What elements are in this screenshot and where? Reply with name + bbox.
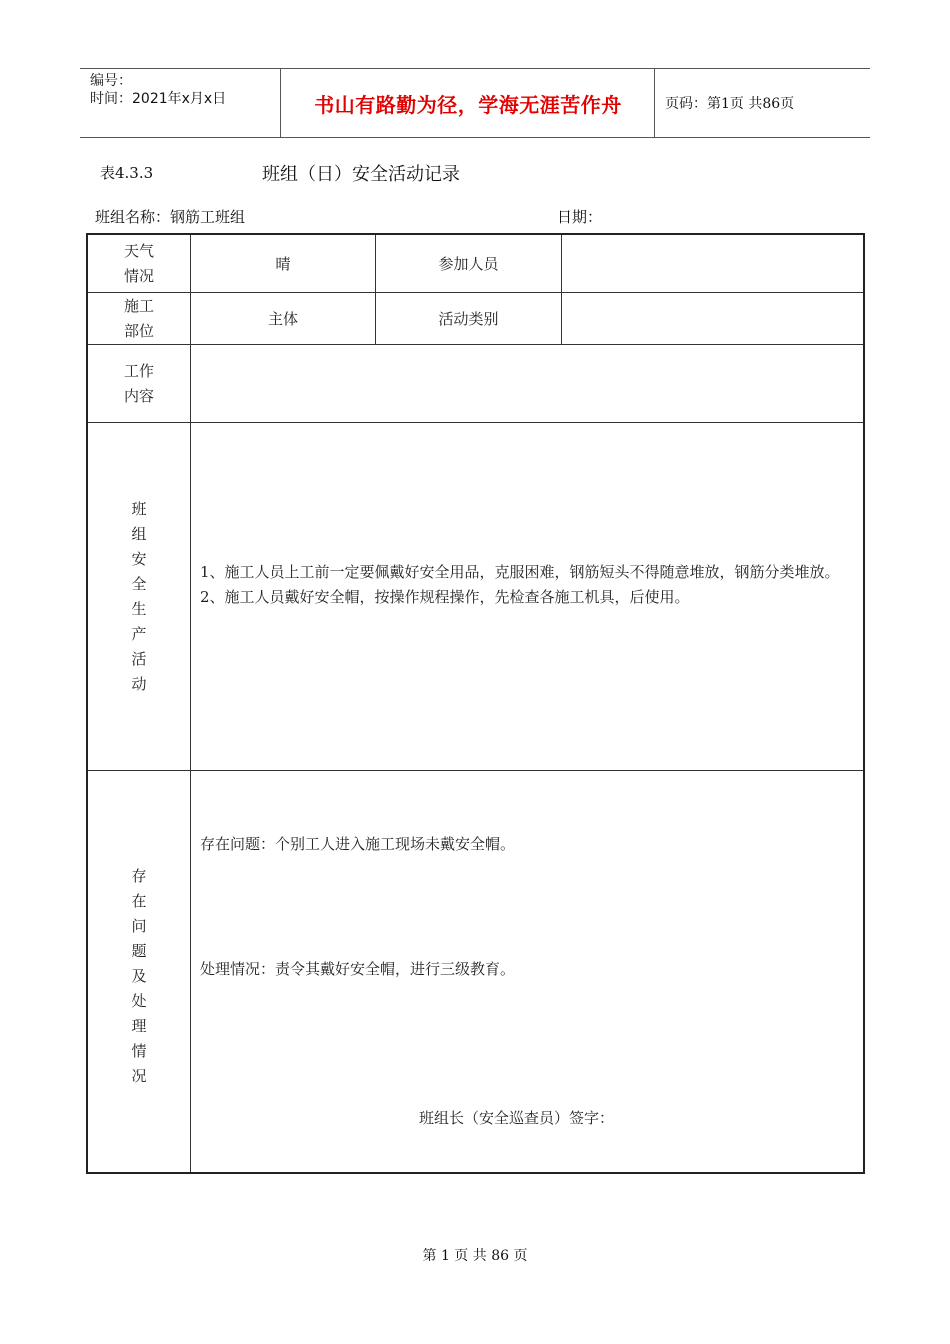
date-label: 日期： [557, 208, 603, 226]
safety-label-char: 全 [131, 574, 147, 593]
issue-label-char: 存 [131, 867, 147, 885]
form-title: 班组（日）安全活动记录 [262, 164, 460, 185]
issue-label-char: 处 [131, 992, 147, 1010]
safety-activity-label [88, 423, 190, 770]
issue-label-char: 题 [131, 942, 147, 960]
row-divider [88, 770, 863, 771]
page-footer: 第 1 页 共 86 页 [422, 1248, 528, 1264]
issue-label-char: 情 [131, 1042, 147, 1060]
weather-value: 晴 [275, 255, 291, 273]
issue-label-char: 理 [131, 1017, 147, 1035]
safety-label-char: 班 [131, 499, 147, 518]
weather-label-cell [88, 235, 190, 292]
participants-value [562, 235, 863, 292]
safety-label-char: 组 [131, 524, 147, 543]
weather-label-line1: 天气 [123, 241, 154, 260]
safety-label-char: 产 [131, 624, 147, 643]
header-motto: 书山有路勤为径，学海无涯苦作舟 [282, 69, 655, 137]
safety-label-char: 生 [131, 599, 147, 618]
activity-type-value [562, 293, 863, 344]
row-divider [88, 422, 863, 423]
issue-label-char: 况 [131, 1067, 147, 1085]
table-number: 表4.3.3 [100, 164, 154, 182]
safety-label-char: 动 [131, 674, 147, 693]
number-label: 编号： [90, 73, 132, 89]
location-label-cell [88, 293, 190, 344]
activity-type-label: 活动类别 [438, 310, 499, 328]
team-name: 班组名称：钢筋工班组 [95, 208, 246, 226]
safety-activity-content [200, 560, 855, 610]
activity-record-table [86, 233, 865, 1174]
signature-label: 班组长（安全巡查员）签字： [419, 1109, 615, 1127]
issue-label-char: 及 [131, 967, 147, 985]
header-page-info: 页码：第1页 共86页 [665, 96, 795, 112]
time-label: 时间：2021年x月x日 [90, 91, 227, 107]
issue-label-char: 问 [131, 917, 147, 935]
header-meta [80, 69, 281, 137]
handling-text: 处理情况：责令其戴好安全帽，进行三级教育。 [200, 960, 516, 978]
work-label-cell [88, 345, 190, 422]
participants-label: 参加人员 [438, 255, 499, 273]
safety-label-char: 安 [131, 549, 147, 568]
safety-label-char: 活 [131, 649, 147, 668]
issue-text: 存在问题：个别工人进入施工现场未戴安全帽。 [200, 835, 516, 853]
work-label-line2: 内容 [123, 386, 154, 405]
work-label-line1: 工作 [123, 361, 154, 380]
safety-item-1: 1、施工人员上工前一定要佩戴好安全用品，克服困难，钢筋短头不得随意堆放，钢筋分类堆放。 [200, 563, 840, 581]
weather-label-line2: 情况 [123, 266, 154, 285]
location-value: 主体 [267, 310, 298, 328]
safety-item-2: 2、施工人员戴好安全帽，按操作规程操作，先检查各施工机具，后使用。 [200, 588, 690, 606]
location-label-line1: 施工 [123, 296, 154, 315]
location-label-line2: 部位 [123, 321, 154, 340]
document-header [80, 68, 870, 138]
issue-handling-label [88, 771, 190, 1172]
work-value [191, 345, 863, 422]
issue-label-char: 在 [131, 892, 147, 910]
